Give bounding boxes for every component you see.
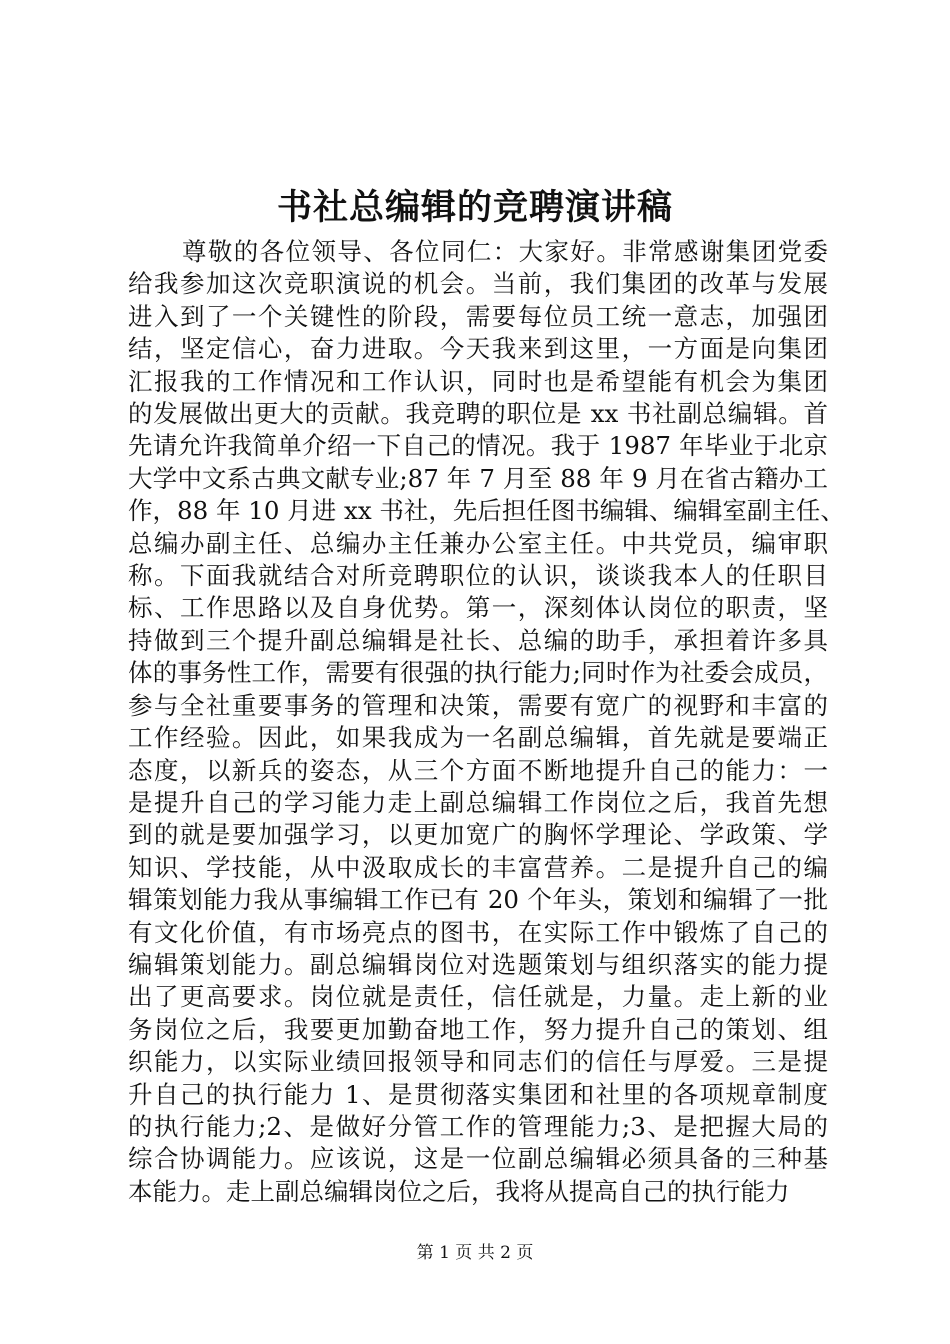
- body-line: 升自己的执行能力 1、是贯彻落实集团和社里的各项规章制度: [128, 1079, 828, 1109]
- body-line: 持做到三个提升副总编辑是社长、总编的助手，承担着许多具: [128, 625, 828, 655]
- body-line: 进入到了一个关键性的阶段，需要每位员工统一意志，加强团: [128, 301, 828, 331]
- body-line: 参与全社重要事务的管理和决策，需要有宽广的视野和丰富的: [128, 690, 828, 720]
- document-title: 书社总编辑的竞聘演讲稿: [276, 187, 673, 228]
- body-line: 给我参加这次竞职演说的机会。当前，我们集团的改革与发展: [128, 269, 828, 299]
- body-line: 综合协调能力。应该说，这是一位副总编辑必须具备的三种基: [128, 1144, 828, 1174]
- body-line: 是提升自己的学习能力走上副总编辑工作岗位之后，我首先想: [128, 787, 828, 817]
- body-line: 作，88 年 10 月进 xx 书社，先后担任图书编辑、编辑室副主任、: [128, 496, 845, 526]
- body-line: 尊敬的各位领导、各位同仁：大家好。非常感谢集团党委: [182, 237, 828, 266]
- page-footer: 第 1 页 共 2 页: [416, 1243, 534, 1263]
- body-line: 工作经验。因此，如果我成为一名副总编辑，首先就是要端正: [128, 723, 828, 753]
- body-line: 结，坚定信心，奋力进取。今天我来到这里，一方面是向集团: [128, 334, 828, 364]
- body-line: 出了更高要求。岗位就是责任，信任就是，力量。走上新的业: [128, 982, 828, 1012]
- body-line: 有文化价值，有市场亮点的图书，在实际工作中锻炼了自己的: [128, 917, 828, 947]
- body-line: 态度，以新兵的姿态，从三个方面不断地提升自己的能力：一: [128, 755, 828, 785]
- body-line: 称。下面我就结合对所竞聘职位的认识，谈谈我本人的任职目: [128, 561, 828, 591]
- body-line: 到的就是要加强学习，以更加宽广的胸怀学理论、学政策、学: [128, 820, 828, 850]
- body-line: 大学中文系古典文献专业;87 年 7 月至 88 年 9 月在省古籍办工: [128, 463, 828, 493]
- body-line: 知识、学技能，从中汲取成长的丰富营养。二是提升自己的编: [128, 852, 828, 882]
- body-line: 织能力，以实际业绩回报领导和同志们的信任与厚爱。三是提: [128, 1047, 828, 1077]
- body-line: 的执行能力;2、是做好分管工作的管理能力;3、是把握大局的: [128, 1111, 828, 1141]
- body-line: 辑策划能力我从事编辑工作已有 20 个年头，策划和编辑了一批: [128, 885, 828, 915]
- body-line: 先请允许我简单介绍一下自己的情况。我于 1987 年毕业于北京: [128, 431, 828, 461]
- body-line: 本能力。走上副总编辑岗位之后，我将从提高自己的执行能力: [128, 1176, 790, 1206]
- document-body: [128, 236, 845, 1208]
- body-line: 编辑策划能力。副总编辑岗位对选题策划与组织落实的能力提: [128, 949, 828, 979]
- body-line: 总编办副主任、总编办主任兼办公室主任。中共党员，编审职: [128, 528, 828, 558]
- body-line: 体的事务性工作，需要有很强的执行能力;同时作为社委会成员，: [128, 658, 828, 688]
- body-line: 汇报我的工作情况和工作认识，同时也是希望能有机会为集团: [128, 366, 828, 396]
- body-line: 务岗位之后，我要更加勤奋地工作，努力提升自己的策划、组: [128, 1014, 828, 1044]
- body-line: 标、工作思路以及自身优势。第一，深刻体认岗位的职责，坚: [128, 593, 828, 623]
- body-line: 的发展做出更大的贡献。我竞聘的职位是 xx 书社副总编辑。首: [128, 399, 828, 429]
